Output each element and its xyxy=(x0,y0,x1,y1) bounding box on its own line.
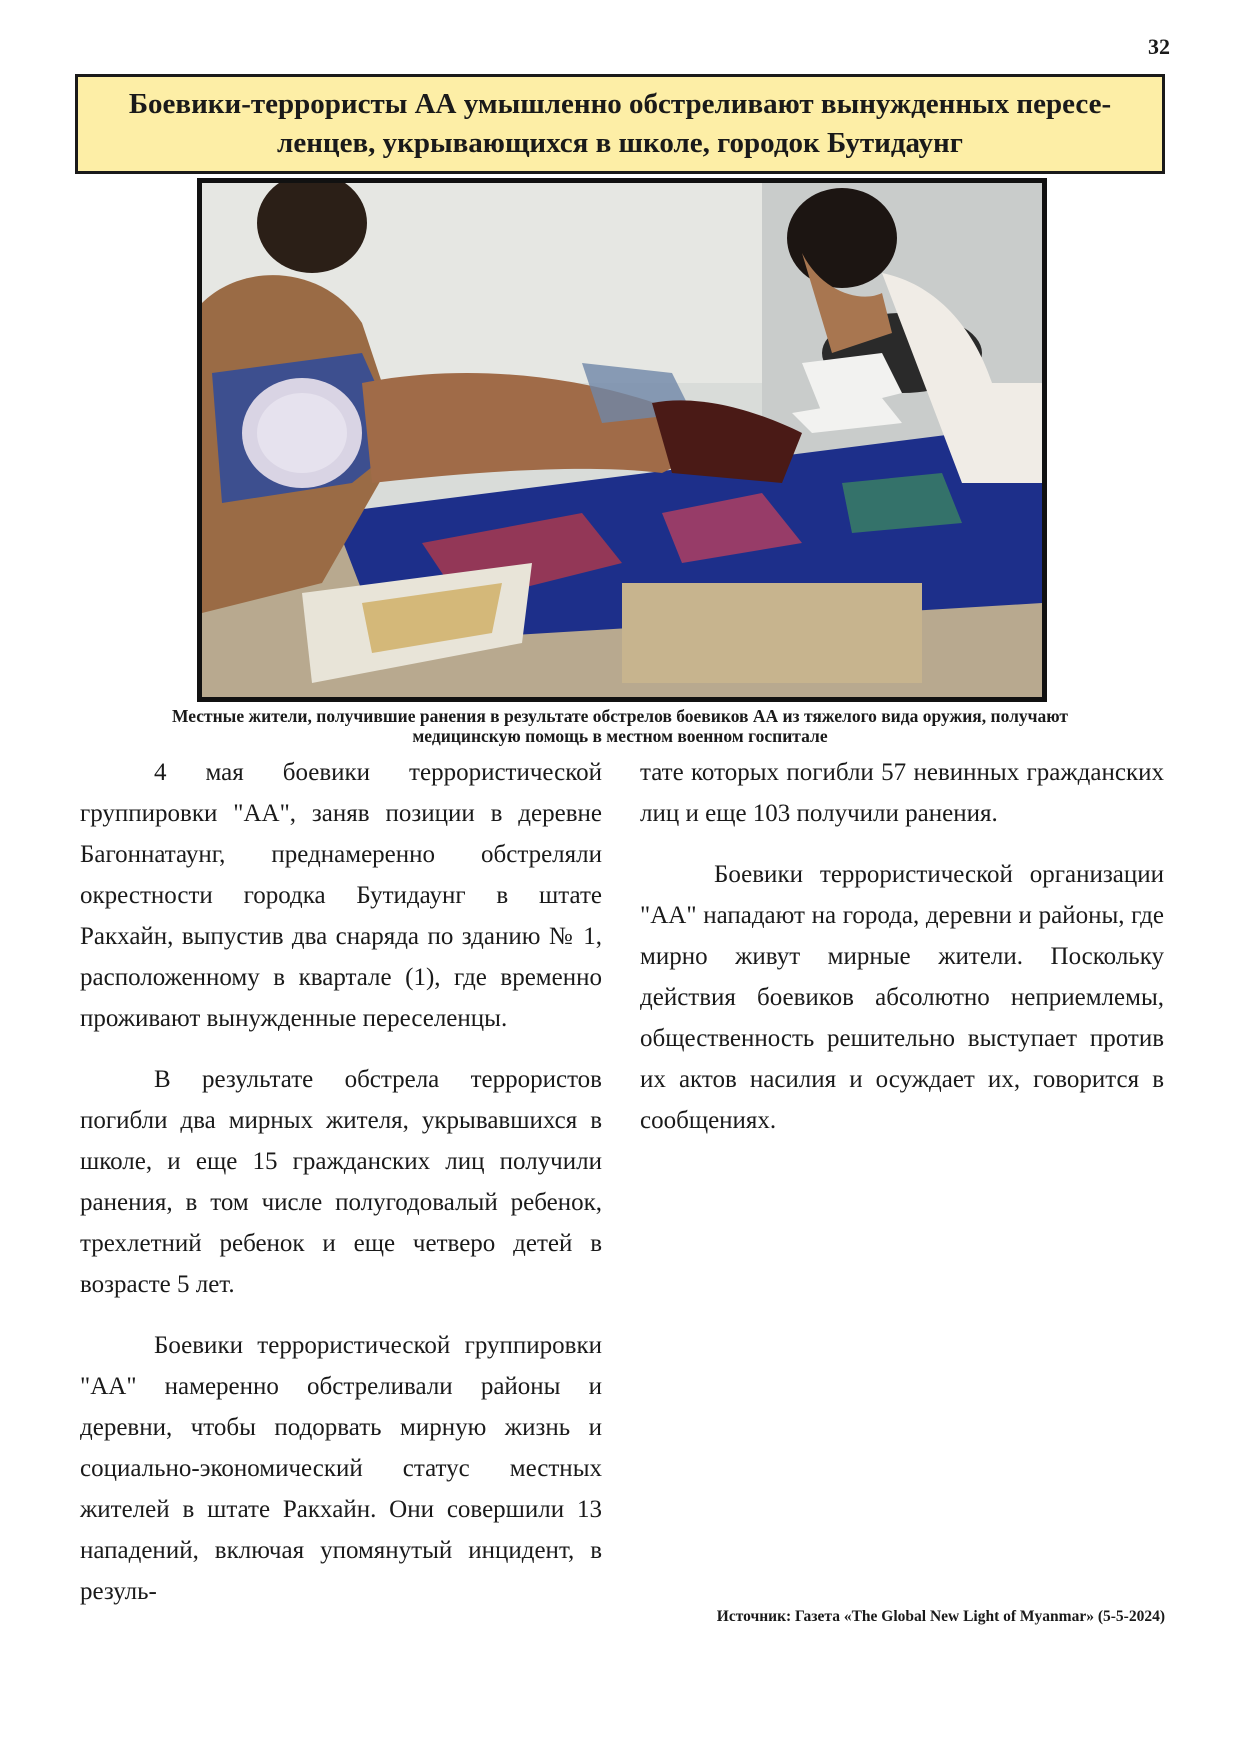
paragraph: Боевики террористической организации "АА" нападают на города, деревни и районы, где мирно живут мирные жители. Поскольку действия боевиков абсолютно неприемлемы, общественность решительно выступает против их актов насилия и осуждает их, говорится в сообщениях. xyxy=(640,861,1164,1134)
paragraph: тате которых погибли 57 невинных гражданских лиц и еще 103 получили ранения. xyxy=(640,759,1164,827)
photo-illustration xyxy=(202,183,1042,697)
article-column-right xyxy=(640,752,1164,1141)
source-credit: Источник: Газета «The Global New Light of Myanmar» (5-5-2024) xyxy=(716,1608,1165,1625)
paragraph: В результате обстрела террористов погибли два мирных жителя, укрывавшихся в школе, и еще 15 гражданских лиц получили ранения, в том числе полугодовалый ребенок, трехлетний ребенок и еще четверо детей в возрасте 5 лет. xyxy=(80,1066,602,1298)
article-title-box xyxy=(75,74,1165,174)
article-photo xyxy=(197,178,1047,702)
paragraph: 4 мая боевики террористической группировки "АА", заняв позиции в деревне Багоннатаунг, преднамеренно обстреляли окрестности городка Бутидаунг в штате Ракхайн, выпустив два снаряда по зданию № 1, расположенному в квартале (1), где временно проживают вынужденные переселенцы. xyxy=(80,759,602,1032)
article-title: Боевики-террористы АА умышленно обстреливают вынужденных пересе-ленцев, укрывающихся в школе, городок Бутидаунг xyxy=(128,88,1112,159)
photo-caption: Местные жители, получившие ранения в результате обстрелов боевиков АА из тяжелого вида оружия, получают медицинскую помощь в местном военном госпитале xyxy=(171,706,1069,746)
page-number: 32 xyxy=(1148,34,1170,59)
article-column-left xyxy=(80,752,602,1612)
paragraph: Боевики террористической группировки "АА" намеренно обстреливали районы и деревни, чтобы подорвать мирную жизнь и социально-экономический статус местных жителей в штате Ракхайн. Они совершили 13 нападений, включая упомянутый инцидент, в резуль- xyxy=(80,1332,602,1605)
